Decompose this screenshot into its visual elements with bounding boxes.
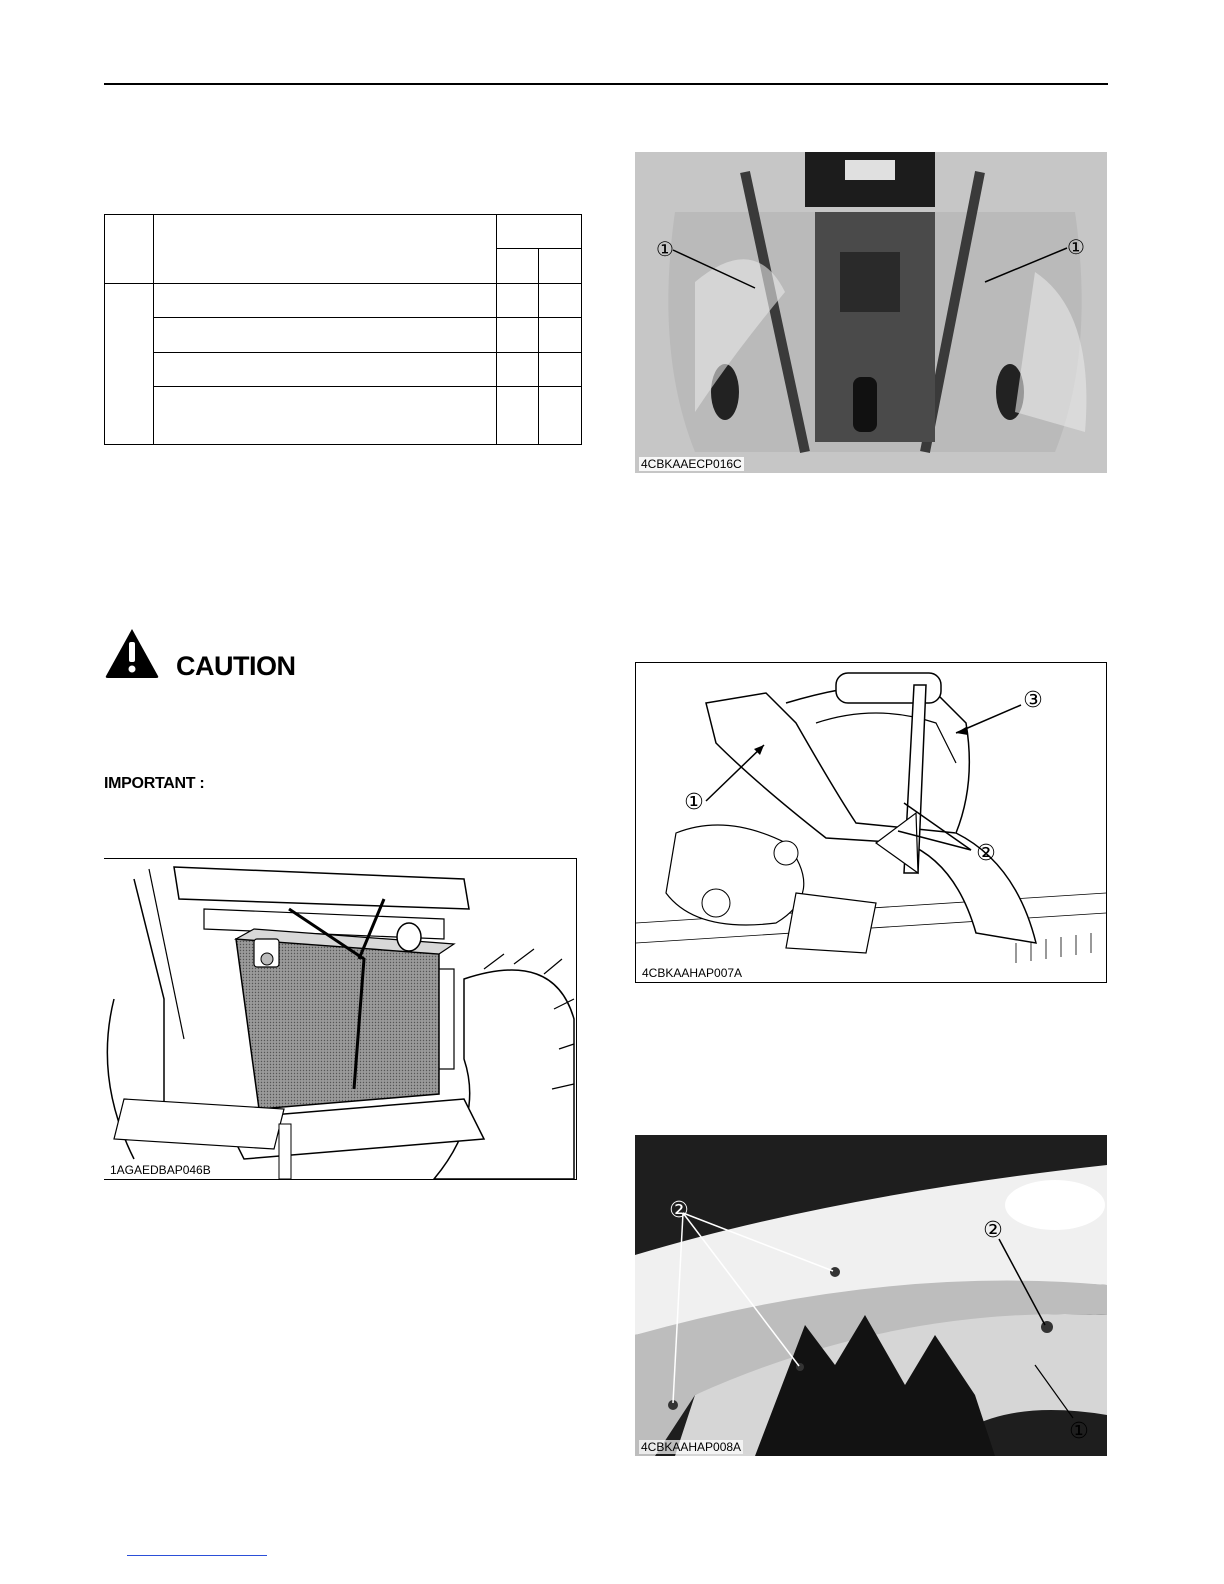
important-label: IMPORTANT : bbox=[104, 775, 205, 792]
table-cell bbox=[539, 386, 582, 444]
table-header-cell bbox=[153, 215, 496, 284]
figure-code: 4CBKAAHAP008A bbox=[641, 1440, 742, 1454]
table-cell bbox=[496, 386, 539, 444]
table-cell bbox=[496, 284, 539, 318]
table-cell bbox=[105, 284, 154, 445]
table-cell bbox=[539, 352, 582, 386]
table-header-cell bbox=[105, 215, 154, 284]
tractor-front-photo bbox=[635, 152, 1107, 473]
table-header-cell bbox=[496, 249, 539, 284]
callout-marker: ① bbox=[1069, 1419, 1089, 1444]
table-header-cell bbox=[496, 215, 581, 249]
table-cell bbox=[496, 352, 539, 386]
figure-code: 1AGAEDBAP046B bbox=[110, 1163, 211, 1177]
battery-figure bbox=[104, 858, 577, 1180]
header-rule bbox=[104, 83, 1108, 85]
caution-heading bbox=[104, 627, 364, 683]
front-view-figure bbox=[635, 152, 1107, 473]
callout-marker: ② bbox=[669, 1198, 689, 1223]
callout-marker: ② bbox=[976, 841, 996, 866]
fender-photo-figure bbox=[635, 1135, 1107, 1456]
callout-marker: ① bbox=[656, 237, 674, 261]
spec-table bbox=[104, 214, 582, 445]
callout-marker: ① bbox=[684, 790, 704, 815]
fender-underside-photo bbox=[635, 1135, 1107, 1456]
figure-code: 4CBKAAECP016C bbox=[641, 457, 742, 471]
table-cell bbox=[496, 318, 539, 352]
table-cell bbox=[539, 284, 582, 318]
warning-triangle-icon bbox=[104, 627, 160, 679]
fender-figure bbox=[635, 662, 1107, 983]
footer-link-underline[interactable] bbox=[127, 1555, 267, 1556]
table-cell bbox=[153, 284, 496, 318]
table-header-cell bbox=[539, 249, 582, 284]
table-cell bbox=[153, 386, 496, 444]
caution-label: CAUTION bbox=[176, 651, 296, 681]
callout-marker: ② bbox=[983, 1218, 1003, 1243]
table-cell bbox=[153, 352, 496, 386]
fender-illustration bbox=[636, 663, 1106, 982]
table-cell bbox=[153, 318, 496, 352]
figure-code: 4CBKAAHAP007A bbox=[642, 966, 743, 980]
table-cell bbox=[539, 318, 582, 352]
callout-marker: ③ bbox=[1023, 688, 1043, 713]
callout-marker: ① bbox=[1067, 235, 1085, 259]
battery-illustration bbox=[104, 859, 576, 1179]
